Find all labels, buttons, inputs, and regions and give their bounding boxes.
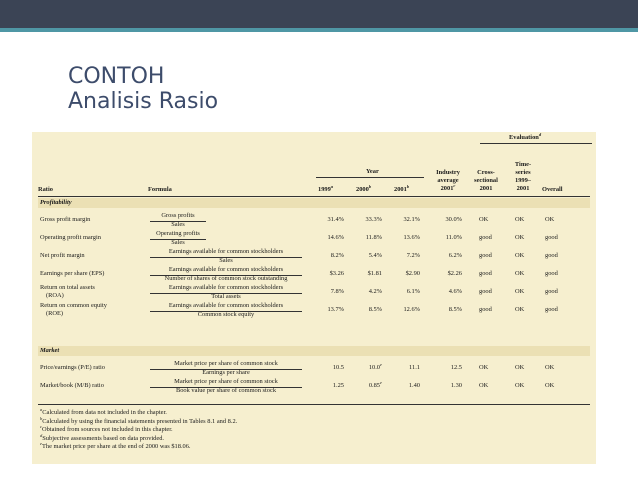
cell-y2000: 10.0e	[368, 361, 382, 371]
formula-numerator: Earnings available for common stockholders	[168, 248, 284, 255]
cell-overall: good	[545, 288, 558, 295]
cell-industry: 30.0%	[445, 216, 462, 223]
ratio-table-image	[32, 132, 596, 464]
cell-time: OK	[515, 216, 525, 223]
cell-cross: OK	[479, 216, 489, 223]
cell-y2001: 32.1%	[403, 216, 420, 223]
cell-time: OK	[515, 234, 525, 241]
formula-denominator: Total assets	[211, 293, 241, 300]
cell-y1999: 10.5	[332, 364, 344, 371]
cell-cross: OK	[479, 364, 489, 371]
footnote: $^e$The market price per share at the end of 2000 was $18.06.	[40, 440, 191, 450]
top-bar	[0, 0, 638, 28]
formula-denominator: Sales	[171, 221, 185, 228]
footnote: $^b$Calculated by using the financial statements presented in Tables 8.1 and 8.2.	[40, 415, 238, 425]
formula-numerator: Earnings available for common stockholders	[168, 302, 284, 309]
cell-cross: good	[479, 306, 492, 313]
evaluation-header: Evaluation$^d$	[509, 131, 542, 141]
cell-cross: good	[479, 288, 492, 295]
ratio-name: Net profit margin	[40, 252, 85, 259]
formula-denominator: Earnings per share	[202, 369, 250, 376]
formula-numerator: Gross profits	[161, 212, 195, 219]
cell-overall: good	[545, 306, 558, 313]
ratio-name: Market/book (M/B) ratio	[40, 382, 104, 389]
cell-industry: 11.0%	[445, 234, 462, 241]
footnote: $^a$Calculated from data not included in the chapter.	[40, 406, 167, 416]
cell-y2001: 13.6%	[403, 234, 420, 241]
ratio-column-header: Ratio	[38, 186, 53, 193]
cell-y1999: 14.6%	[327, 234, 344, 241]
cell-cross: good	[479, 234, 492, 241]
cell-y2000: 8.5%	[368, 306, 382, 313]
cell-overall: good	[545, 234, 558, 241]
formula-denominator: Book value per share of common stock	[175, 387, 277, 394]
cell-time: OK	[515, 288, 525, 295]
title-line-1: CONTOH	[68, 64, 165, 89]
cell-overall: OK	[545, 382, 555, 389]
cell-y2001: $2.90	[405, 270, 420, 277]
formula-denominator: Common stock equity	[197, 311, 255, 318]
time-series-header: Time- series 1999– 2001	[514, 161, 532, 192]
cell-overall: OK	[545, 216, 555, 223]
formula-column-header: Formula	[148, 186, 172, 193]
cell-industry: 6.2%	[448, 252, 462, 259]
formula-numerator: Earnings available for common stockholders	[168, 284, 284, 291]
evaluation-rule	[480, 143, 592, 144]
formula-numerator: Earnings available for common stockholders	[168, 266, 284, 273]
cell-overall: OK	[545, 364, 555, 371]
cell-y2001: 11.1	[409, 364, 420, 371]
cell-y2000: 11.8%	[365, 234, 382, 241]
accent-stripe	[0, 28, 638, 32]
ratio-name: Operating profit margin	[40, 234, 101, 241]
section-band-market	[38, 346, 590, 356]
cell-y1999: 7.8%	[330, 288, 344, 295]
cell-cross: good	[479, 270, 492, 277]
formula-numerator: Market price per share of common stock	[174, 378, 278, 385]
header-rule	[38, 196, 590, 197]
cell-y2001: 7.2%	[406, 252, 420, 259]
formula-numerator: Market price per share of common stock	[174, 360, 278, 367]
formula-numerator: Operating profits	[156, 230, 200, 237]
formula-denominator: Sales	[171, 239, 185, 246]
cell-cross: OK	[479, 382, 489, 389]
ratio-name-abbrev: (ROA)	[46, 292, 64, 299]
cell-time: OK	[515, 364, 525, 371]
cell-time: OK	[515, 252, 525, 259]
ratio-name: Earnings per share (EPS)	[40, 270, 105, 277]
cell-industry: 12.5	[450, 364, 462, 371]
ratio-name: Gross profit margin	[40, 216, 91, 223]
cell-industry: $2.26	[447, 270, 462, 277]
cell-y1999: 13.7%	[327, 306, 344, 313]
cell-cross: good	[479, 252, 492, 259]
cell-overall: good	[545, 270, 558, 277]
cell-y2000: 0.85e	[368, 379, 382, 389]
ratio-name-abbrev: (ROE)	[46, 310, 64, 317]
title-line-2: Analisis Rasio	[68, 89, 219, 114]
cell-industry: 4.6%	[448, 288, 462, 295]
slide-title	[68, 64, 218, 114]
year-header: Year	[366, 168, 379, 175]
cell-time: OK	[515, 306, 525, 313]
cell-y2001: 6.1%	[406, 288, 420, 295]
footnote: $^d$Subjective assessments based on data provided.	[40, 432, 164, 442]
overall-header: Overall	[542, 186, 563, 193]
section-market: Market	[40, 347, 60, 354]
year-1999-header: 1999$^a$	[318, 183, 334, 193]
cell-y1999: $3.26	[329, 270, 344, 277]
footnote: $^c$Obtained from sources not included in this chapter.	[40, 423, 173, 433]
year-rule	[316, 177, 424, 178]
formula-denominator: Sales	[219, 257, 233, 264]
cell-time: OK	[515, 270, 525, 277]
industry-header: Industry average 2001$^c$	[436, 169, 460, 192]
cell-y2000: $1.81	[367, 270, 382, 277]
cross-sectional-header: Cross- sectional 2001	[474, 169, 498, 192]
cell-y2000: 5.4%	[368, 252, 382, 259]
cell-y2001: 1.40	[408, 382, 420, 389]
cell-y1999: 8.2%	[330, 252, 344, 259]
cell-y2000: 33.3%	[365, 216, 382, 223]
ratio-name: Return on common equity	[40, 302, 107, 309]
cell-industry: 1.30	[450, 382, 462, 389]
year-2001-header: 2001$^b$	[394, 183, 410, 193]
ratio-name: Price/earnings (P/E) ratio	[40, 364, 105, 371]
cell-y2001: 12.6%	[403, 306, 420, 313]
section-band-profitability	[38, 198, 590, 208]
cell-time: OK	[515, 382, 525, 389]
section-profitability: Profitability	[40, 199, 72, 206]
ratio-name: Return on total assets	[40, 284, 95, 291]
cell-y1999: 31.4%	[327, 216, 344, 223]
cell-y2000: 4.2%	[368, 288, 382, 295]
footnote-rule	[38, 404, 590, 405]
cell-y1999: 1.25	[332, 382, 344, 389]
formula-denominator: Number of shares of common stock outstanding	[164, 275, 288, 282]
cell-overall: good	[545, 252, 558, 259]
cell-industry: 8.5%	[448, 306, 462, 313]
year-2000-header: 2000$^b$	[356, 183, 372, 193]
